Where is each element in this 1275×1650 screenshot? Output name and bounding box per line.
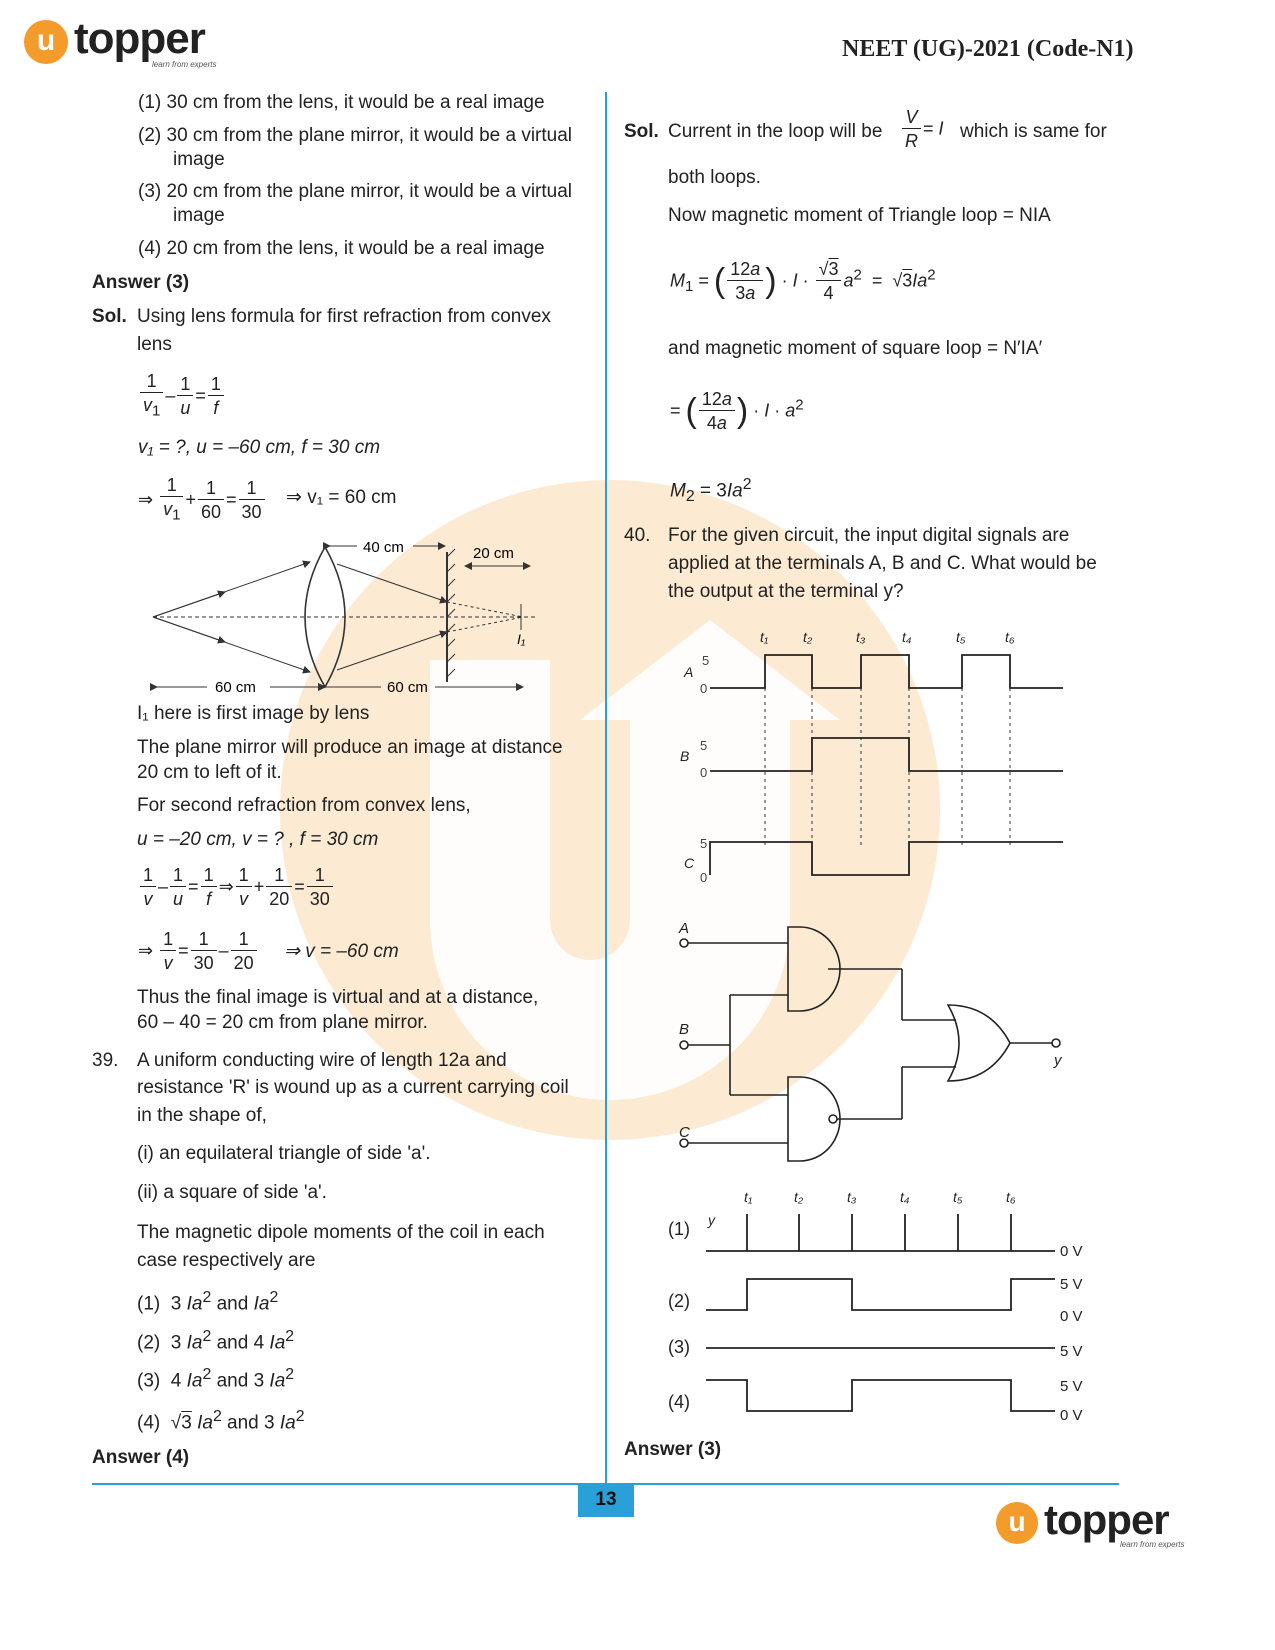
sol-label-right: Sol. [624,121,659,142]
svg-text:5: 5 [702,653,710,668]
sol-text: Now magnetic moment of Triangle loop = NIA [668,205,1051,226]
q39-option: (2) 3 Ia$^2$ and 4 Ia$^2$ [137,1328,295,1354]
volt-label: 0 V [1060,1308,1083,1325]
volt-label: 5 V [1060,1276,1083,1293]
sol-text: lens [137,334,172,355]
current-formula: $\frac{V}{R}$ = I [900,106,944,153]
logo-text: topper [74,14,205,63]
svg-text:y: y [708,1212,715,1228]
q39-number: 39. [92,1050,119,1071]
logo-tagline: learn from experts [152,60,217,69]
footer-logo [996,1496,1186,1552]
m2-formula: $M_2 = 3Ia^2$ [670,476,752,506]
option4-wave [706,1380,1055,1411]
volt-label: 0 V [1060,1243,1083,1260]
time-label: t₅ [953,1189,963,1205]
q39-option: (3) 4 Ia$^2$ and 3 Ia$^2$ [137,1366,295,1392]
q40-text: For the given circuit, the input digital signals are [668,525,1070,546]
time-label: t₃ [856,629,866,645]
column-divider [605,92,607,1487]
time-label: t₃ [847,1189,857,1205]
q39-option: (4) √3 Ia$^2$ and 3 Ia$^2$ [137,1408,305,1434]
paragraph: I₁ here is first image by lens [137,703,370,724]
q40-number: 40. [624,525,651,546]
q39-case: (ii) a square of side 'a'. [137,1182,327,1203]
lens-formula: $\frac{1}{v_1}$ – $\frac{1}{u}$ = $\frac{1}{f}$ [138,370,226,424]
paragraph: u = –20 cm, v = ? , f = 30 cm [137,829,379,850]
m2-intermediate: = ( $\frac{12a}{4a}$ ) · $I \cdot a^2$ [670,389,804,433]
svg-text:0: 0 [700,681,708,696]
sol-text: Current in the loop will be [668,121,883,142]
signal-label: B [680,748,690,764]
logo-u-icon: u [996,1502,1038,1544]
timing-diagram [670,620,1080,890]
q39-option: (1) 3 Ia$^2$ and Ia$^2$ [137,1289,279,1315]
time-label: t₁ [760,629,769,645]
q38-option: (2) 30 cm from the plane mirror, it would be a virtual [138,125,573,146]
q39-text: A uniform conducting wire of length 12a and [137,1050,507,1071]
option-label: (3) [668,1337,690,1357]
result-1: ⇒ v₁ = 60 cm [286,487,397,508]
sol-text: Using lens formula for first refraction from convex [137,306,551,327]
svg-text:0: 0 [700,870,708,885]
output-options [660,1180,1100,1430]
time-label: t₅ [956,629,966,645]
signal-c-wave [710,842,1063,875]
m1-formula: $M_1$ = ( $\frac{12a}{3a}$ ) · I · $\frac{√3}{4}$ $a^2 = √3Ia^2$ [670,259,936,303]
option-label: (2) [668,1291,690,1311]
paragraph: Thus the final image is virtual and at a distance, [137,987,539,1008]
paragraph: The plane mirror will produce an image at distance [137,737,563,758]
svg-text:0: 0 [700,765,708,780]
circuit-label: B [679,1021,690,1038]
q39-text: in the shape of, [137,1105,267,1126]
label-20cm: 20 cm [473,545,514,562]
q39-case: (i) an equilateral triangle of side 'a'. [137,1143,431,1164]
optics-diagram [145,532,545,702]
q39-answer: Answer (4) [92,1447,190,1468]
logo-text: topper [1044,1496,1169,1543]
option2-wave [706,1279,1055,1310]
sol-text: both loops. [668,167,761,188]
q40-text: the output at the terminal y? [668,581,904,602]
svg-text:5: 5 [700,738,708,753]
svg-text:5: 5 [700,836,708,851]
label-40cm: 40 cm [363,539,404,556]
q38-option: (1) 30 cm from the lens, it would be a real image [138,92,545,113]
time-label: t₄ [902,629,912,645]
page-number: 13 [578,1485,634,1517]
circuit-label: C [679,1124,690,1141]
label-image-i1: I₁ [517,631,526,647]
sol-text: which is same for [960,121,1107,142]
paragraph: For second refraction from convex lens, [137,795,471,816]
nand-gate [788,1077,840,1161]
time-label: t₁ [744,1189,753,1205]
paragraph: 20 cm to left of it. [137,762,282,783]
circuit-label: y [1054,1052,1062,1069]
given-values: v₁ = ?, u = –60 cm, f = 30 cm [138,437,381,458]
q40-text: applied at the terminals A, B and C. What would be [668,553,1097,574]
logo-u-icon: u [24,20,68,64]
q39-text: resistance 'R' is wound up as a current carrying coil [137,1077,569,1098]
logo-tagline: learn from experts [1120,1540,1185,1549]
q38-option: (3) 20 cm from the plane mirror, it would be a virtual [138,181,573,202]
volt-label: 5 V [1060,1343,1083,1360]
option-label: (1) [668,1219,690,1239]
circuit-label: A [679,920,690,937]
or-gate [948,1005,1010,1081]
q38-option: (4) 20 cm from the lens, it would be a real image [138,238,545,259]
result-2: ⇒ v = –60 cm [284,941,399,962]
time-label: t₂ [803,629,813,645]
option-label: (4) [668,1392,690,1412]
paragraph: 60 – 40 = 20 cm from plane mirror. [137,1012,428,1033]
signal-a-wave [710,655,1063,688]
signal-label: A [684,664,694,680]
header-logo [24,14,224,70]
q39-text: The magnetic dipole moments of the coil in each [137,1222,545,1243]
equation-3: ⇒ $\frac{1}{v}$ = $\frac{1}{30}$ – $\frac{1}{20}$ [138,928,259,975]
time-label: t₆ [1006,1189,1016,1205]
equation-1: ⇒ $\frac{1}{v_1}$ + $\frac{1}{60}$ = $\frac{1}{30}$ [138,474,267,528]
time-label: t₂ [794,1189,804,1205]
equation-2: $\frac{1}{v}$ – $\frac{1}{u}$ = $\frac{1}{f}$ ⇒ $\frac{1}{v}$ + $\frac{1}{20}$ = $\frac{1}{30}$ [138,864,335,911]
time-label: t₆ [1005,629,1015,645]
q40-answer: Answer (3) [624,1439,722,1460]
label-60cm-right: 60 cm [387,679,428,696]
volt-label: 0 V [1060,1407,1083,1424]
q39-text: case respectively are [137,1250,316,1271]
q38-option: image [173,205,225,226]
logic-circuit [670,915,1080,1165]
exam-title: NEET (UG)-2021 (Code-N1) [842,36,1134,62]
q38-option: image [173,149,225,170]
sol-label: Sol. [92,306,127,327]
q38-answer: Answer (3) [92,272,190,293]
time-label: t₄ [900,1189,910,1205]
volt-label: 5 V [1060,1378,1083,1395]
signal-label: C [684,855,695,871]
sol-text: and magnetic moment of square loop = N′IA′ [668,338,1043,359]
label-60cm-left: 60 cm [215,679,256,696]
